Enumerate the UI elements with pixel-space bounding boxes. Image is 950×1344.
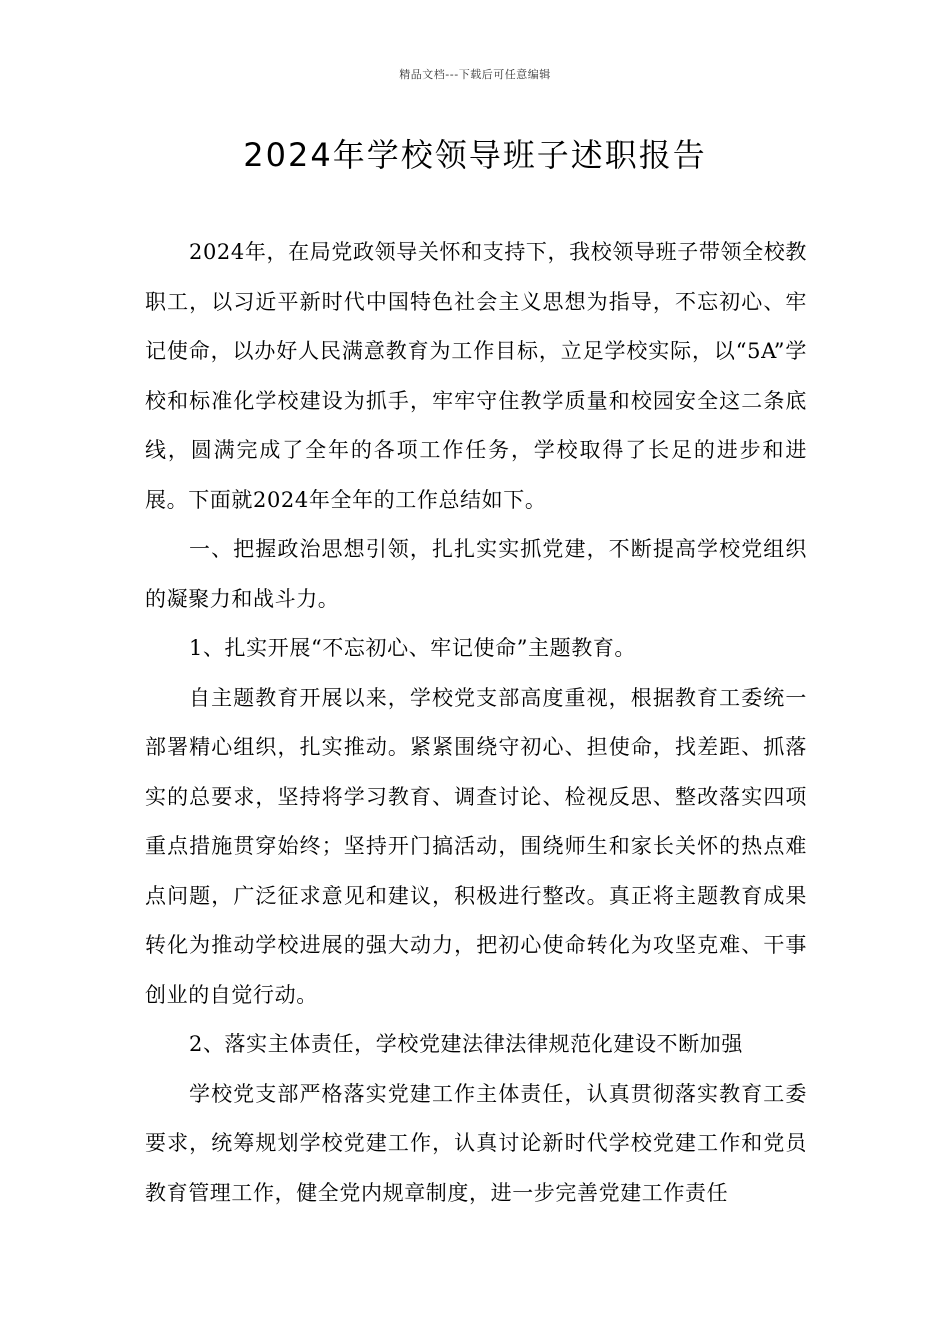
paragraph-party-building: 学校党支部严格落实党建工作主体责任，认真贯彻落实教育工委要求，统筹规划学校党建工作，认真讨论新时代学校党建工作和党员教育管理工作，健全党内规章制度，进一步完善党建工作责任 [145,1081,807,1205]
header-note: 精品文档---下载后可任意编辑 [399,68,551,81]
paragraph-intro: 2024年，在局党政领导关怀和支持下，我校领导班子带领全校教职工，以习近平新时代中国特色社会主义思想为指导，不忘初心、牢记使命，以办好人民满意教育为工作目标，立足学校实际，以“5A”学校和标准化学校建设为抓手，牢牢守住教学质量和校园安全这二条底线，圆满完成了全年的各项工作任务，学校取得了长足的进步和进展。下面就2024年全年的工作总结如下。 [145,240,807,512]
subsection-heading-2: 2、落实主体责任，学校党建法律法律规范化建设不断加强 [189,1032,743,1056]
document-title: 2024年学校领导班子述职报告 [243,136,707,174]
paragraph-theme-education: 自主题教育开展以来，学校党支部高度重视，根据教育工委统一部署精心组织，扎实推动。紧紧围绕守初心、担使命，找差距、抓落实的总要求，坚持将学习教育、调查讨论、检视反思、整改落实四项重点措施贯穿始终；坚持开门搞活动，围绕师生和家长关怀的热点难点问题，广泛征求意见和建议，积极进行整改。真正将主题教育成果转化为推动学校进展的强大动力，把初心使命转化为攻坚克难、干事创业的自觉行动。 [145,685,807,1007]
document-body [145,228,807,1218]
section-heading-1: 一、把握政治思想引领，扎扎实实抓党建，不断提高学校党组织的凝聚力和战斗力。 [145,537,807,611]
subsection-heading-1: 1、扎实开展“不忘初心、牢记使命”主题教育。 [189,636,637,660]
